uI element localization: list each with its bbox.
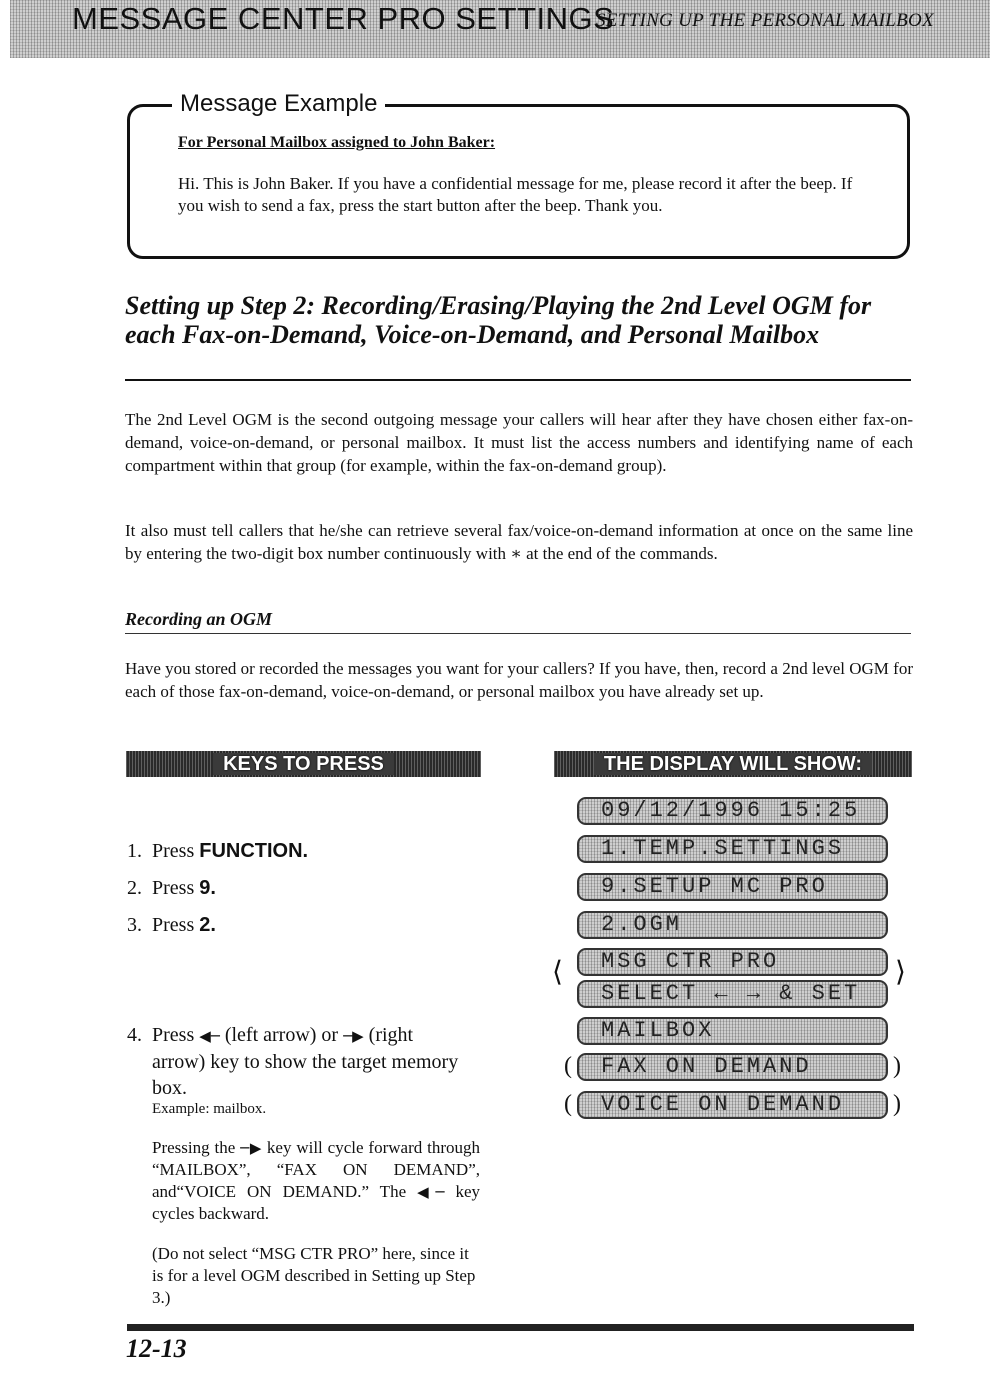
lcd-display-line: MAILBOX	[577, 1017, 888, 1045]
left-arrow-key-icon: ◀─	[199, 1027, 220, 1045]
lcd-display-line: 1.TEMP.SETTINGS	[577, 835, 888, 863]
step-4-example: Example: mailbox.	[152, 1101, 267, 1117]
option-paren-right-icon: )	[893, 1053, 901, 1079]
alternating-curl-left-icon: ⟨	[552, 955, 563, 988]
page-number: 12-13	[126, 1334, 187, 1363]
key-9: 9.	[199, 877, 216, 899]
right-arrow-key-icon: ─▶	[343, 1027, 364, 1045]
key-function: FUNCTION.	[199, 840, 309, 862]
message-example-heading: For Personal Mailbox assigned to John Baker:	[178, 134, 496, 151]
left-arrow-key-icon: ◀─	[417, 1183, 445, 1201]
display-will-show-label: THE DISPLAY WILL SHOW:	[594, 753, 872, 775]
step-3	[127, 914, 216, 937]
lcd-display-line: MSG CTR PRO	[577, 948, 888, 976]
step-text: Press	[152, 877, 195, 899]
step-number: 2.	[127, 877, 142, 899]
option-paren-right-icon: )	[893, 1091, 901, 1117]
step-2	[127, 877, 216, 900]
option-paren-left-icon: (	[564, 1091, 572, 1117]
header-title: MESSAGE CENTER PRO SETTINGS	[72, 1, 615, 36]
step-text: Press	[152, 1024, 195, 1046]
step-text: (right	[368, 1024, 414, 1046]
section-paragraph-1: The 2nd Level OGM is the second outgoing message your callers will hear after they have chosen either fax-on-demand, voice-on-demand, or personal mailbox. It must list the access numbers and identifying name of each compartment within that group (for example, within the fax-on-demand group).	[125, 410, 913, 475]
step-text: (left arrow) or	[224, 1024, 339, 1046]
display-will-show-band	[554, 751, 912, 777]
section-paragraph-2: It also must tell callers that he/she can retrieve several fax/voice-on-demand information at once on the same line by entering the two-digit box number continuously with ∗ at the end of the commands.	[125, 521, 913, 563]
key-2: 2.	[199, 914, 216, 936]
message-example-body: Hi. This is John Baker. If you have a confidential message for me, please record it after the beep. If you wish to send a fax, press the start button after the beep. Thank you.	[178, 174, 853, 215]
step-text: Press	[152, 914, 195, 936]
section-title: Setting up Step 2: Recording/Erasing/Playing the 2nd Level OGM for each Fax-on-Demand, Voice-on-Demand, and Personal Mailbox	[125, 291, 872, 349]
lcd-display-line: 9.SETUP MC PRO	[577, 873, 888, 901]
step-text: Press	[152, 840, 195, 862]
alternating-curl-right-icon: ⟩	[895, 955, 906, 988]
lcd-display-line: FAX ON DEMAND	[577, 1053, 888, 1081]
note-text: key cycles backward.	[152, 1182, 481, 1223]
page-header	[10, 0, 990, 58]
note-text: Pressing the	[152, 1138, 236, 1157]
header-subtitle: SETTING UP THE PERSONAL MAILBOX	[596, 10, 934, 31]
message-example-label: Message Example	[172, 90, 385, 118]
footer-bar	[127, 1324, 914, 1331]
option-paren-left-icon: (	[564, 1053, 572, 1079]
lcd-display-line: SELECT ← → & SET	[577, 980, 888, 1008]
cycle-note	[152, 1137, 480, 1225]
step-number: 4.	[127, 1024, 142, 1046]
subsection-paragraph: Have you stored or recorded the messages you want for your callers? If you have, then, record a 2nd level OGM for each of those fax-on-demand, voice-on-demand, or personal mailbox you have already set up.	[125, 659, 913, 701]
step-number: 1.	[127, 840, 142, 862]
right-arrow-key-icon: ─▶	[240, 1139, 263, 1157]
step-1	[127, 840, 308, 863]
lcd-display-line: 2.OGM	[577, 911, 888, 939]
step-4	[127, 1022, 487, 1101]
lcd-display-line: 09/12/1996 15:25	[577, 797, 888, 825]
step-number: 3.	[127, 914, 142, 936]
subsection-title: Recording an OGM	[125, 609, 273, 629]
subsection-divider	[125, 633, 911, 634]
note-text: key will cycle forward through “MAILBOX”, “FAX ON DEMAND”, and“VOICE ON DEMAND.” The	[152, 1138, 480, 1201]
keys-to-press-label: KEYS TO PRESS	[213, 753, 394, 775]
do-not-select-note: (Do not select “MSG CTR PRO” here, since it is for a level OGM described in Setting up Step 3.)	[152, 1244, 476, 1307]
section-divider	[125, 379, 911, 381]
keys-to-press-band	[126, 751, 481, 777]
lcd-display-line: VOICE ON DEMAND	[577, 1091, 888, 1119]
step-text: arrow) key to show the target memory box.	[152, 1051, 459, 1099]
